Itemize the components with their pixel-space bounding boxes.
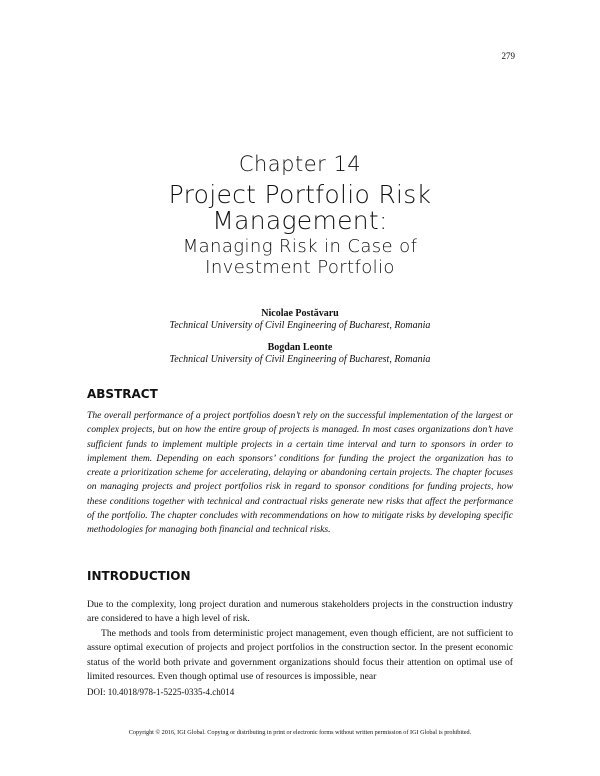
author-affiliation: Technical University of Civil Engineering of Bucharest, Romania: [169, 354, 431, 365]
doi: DOI: 10.4018/978-1-5225-0335-4.ch014: [87, 687, 235, 697]
copyright-notice: Copyright © 2016, IGI Global. Copying or distributing in print or electronic forms without written permission of IGI Global is prohibited.: [128, 729, 472, 736]
abstract-heading: ABSTRACT: [87, 387, 158, 401]
author-name: Bogdan Leonte: [267, 342, 333, 353]
body-paragraph: The methods and tools from deterministic project management, even though efficient, are not sufficient to assure optimal execution of projects and project portfolios in the construction sector. In the present economic status of the world both private and government organizations should focus their attention on optimal use of limited resources. Even though optimal use of resources is impossible, near: [87, 628, 513, 682]
author-affiliation: Technical University of Civil Engineering of Bucharest, Romania: [169, 320, 431, 331]
abstract-text: The overall performance of a project portfolios doesn’t rely on the successful implementation of the largest or complex projects, but on how the entire group of projects is managed. In most cases organizations don’t have sufficient funds to implement multiple projects in a certain time interval and turn to sponsors in order to implement them. Depending on each sponsors’ conditions for funding the project the organization has to create a prioritization scheme for accelerating, delaying or abandoning certain projects. The chapter focuses on managing projects and project portfolios risk in regard to sponsor conditions for funding projects, how these conditions together with technical and contractual risks generate new risks that affect the performance of the portfolio. The chapter concludes with recommendations on how to mitigate risks by developing specific methodologies for managing both financial and technical risks.: [87, 410, 513, 536]
chapter-title-line-2: Management:: [212, 206, 388, 235]
introduction-heading: INTRODUCTION: [87, 569, 191, 583]
chapter-subtitle-line-1: Managing Risk in Case of: [182, 236, 418, 257]
author-name: Nicolae Postăvaru: [261, 308, 339, 319]
chapter-title-line-1: Project Portfolio Risk: [168, 180, 432, 209]
chapter-label: Chapter 14: [238, 152, 362, 176]
chapter-subtitle-line-2: Investment Portfolio: [205, 257, 395, 278]
page-number: 279: [501, 51, 515, 61]
body-paragraph: Due to the complexity, long project duration and numerous stakeholders projects in the construction industry are considered to have a high level of risk.: [87, 599, 513, 625]
